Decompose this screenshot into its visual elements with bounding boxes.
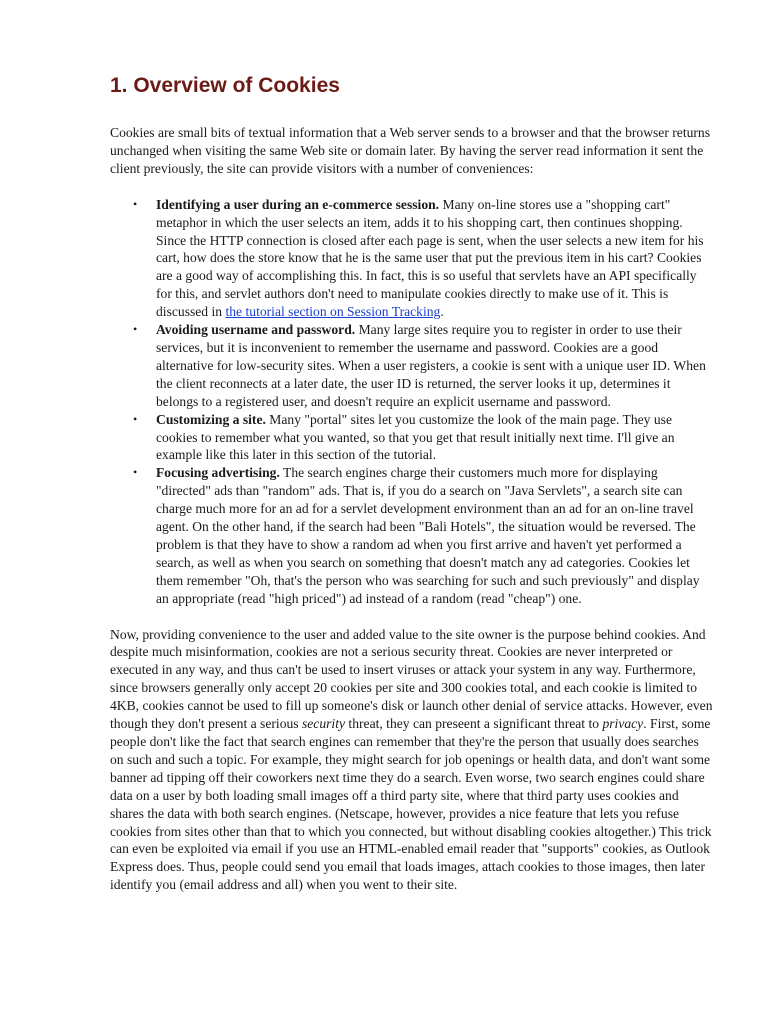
closing-text-1: Now, providing convenience to the user and added value to the site owner is the purpose behind cookies. And despite much misinformation, cookies are not a serious security threat. Cookies are never interpreted or executed in any way, and thus can't be used to insert viruses or attack your system in any way. Furthermore, since browsers generally only accept 20 cookies per site and 300 cookies total, and each cookie is limited to 4KB, cookies cannot be used to fill up someone's disk or launch other denial of service attacks. However, even though they don't present a serious: [110, 626, 713, 732]
list-item-heading: Identifying a user during an e-commerce session.: [156, 196, 440, 212]
page-title: 1. Overview of Cookies: [110, 74, 340, 97]
list-item-text: Many large sites require you to register in order to use their services, but it is inconvenient to remember the username and password. Cookies are a good alternative for low-security sites. When a user registers, a cookie is sent with a unique user ID. When the client reconnects at a later date, the user ID is returned, the server looks it up, determines it belongs to a registered user, and doesn't require an explicit username and password.: [156, 322, 706, 409]
bullet-icon: •: [133, 465, 138, 480]
closing-emphasis-security: security: [301, 716, 346, 732]
conveniences-list: [110, 196, 714, 608]
bullet-icon: •: [133, 196, 138, 211]
list-item-text-end: .: [440, 304, 444, 320]
list-item-customizing-site: [133, 411, 714, 465]
list-item-avoiding-password: [133, 321, 714, 411]
closing-text-3: . First, some people don't like the fact that search engines can remember that they're the person that usually does searches on such and such a topic. For example, they might search for job openings or health data, and don't want some banner ad tipping off their coworkers next time they do a search. Even worse, two search engines could share data on a user by both loading small images off a third party site, where that third party uses cookies and shares the data with both search engines. (Netscape, however, provides a nice feature that lets you refuse cookies from sites other than that to which you connected, but without disabling cookies altogether.) This trick can even be exploited via email if you use an HTML-enabled email reader that "supports" cookies, as Outlook Express does. Thus, people could send you email that loads images, attach cookies to those images, then later identify you (email address and all) when you went to their site.: [110, 716, 712, 893]
intro-paragraph: Cookies are small bits of textual information that a Web server sends to a browser and that the browser returns unchanged when visiting the same Web site or domain later. By having the server read information it sent the client previously, the site can provide visitors with a number of conveniences:: [110, 125, 711, 176]
list-item-text: The search engines charge their customers much more for displaying "directed" ads than "random" ads. That is, if you do a search on "Java Servlets", a search site can charge much more for an ad for a servlet development environment than an ad for an on-line travel agent. On the other hand, if the search had been "Bali Hotels", the situation would be reversed. The problem is that they have to show a random ad when you first arrive and haven't yet performed a search, as well as when you search on something that doesn't match any ad categories. Cookies let them remember "Oh, that's the person who was searching for such and such previously" and display an appropriate (read "high priced") ad instead of a random (read "cheap") one.: [156, 465, 700, 606]
closing-text-2: threat, they can preseent a significant threat to: [345, 716, 603, 732]
bullet-icon: •: [133, 411, 138, 426]
session-tracking-link[interactable]: the tutorial section on Session Tracking: [225, 304, 441, 320]
list-item-identifying-user: [133, 196, 714, 321]
list-item-focusing-advertising: [133, 464, 714, 607]
list-item-text: Many "portal" sites let you customize the look of the main page. They use cookies to remember what you wanted, so that you get that result initially next time. I'll give an example like this later in this section of the tutorial.: [156, 411, 675, 463]
closing-paragraph: [110, 626, 714, 895]
list-item-text: Many on-line stores use a "shopping cart" metaphor in which the user selects an item, adds it to his shopping cart, then continues shopping. Since the HTTP connection is closed after each page is sent, when the user selects a new item for his cart, how does the store know that he is the same user that put the previous item in his cart? Cookies are a good way of accomplishing this. In fact, this is so useful that servlets have an API specifically for this, and servlet authors don't need to manipulate cookies directly to make use of it. This is discussed in: [156, 196, 704, 320]
closing-emphasis-privacy: privacy: [602, 716, 644, 732]
list-item-heading: Customizing a site.: [156, 411, 266, 427]
bullet-icon: •: [133, 322, 138, 337]
list-item-heading: Avoiding username and password.: [156, 322, 356, 338]
document-page: [110, 72, 714, 894]
list-item-heading: Focusing advertising.: [156, 465, 280, 481]
